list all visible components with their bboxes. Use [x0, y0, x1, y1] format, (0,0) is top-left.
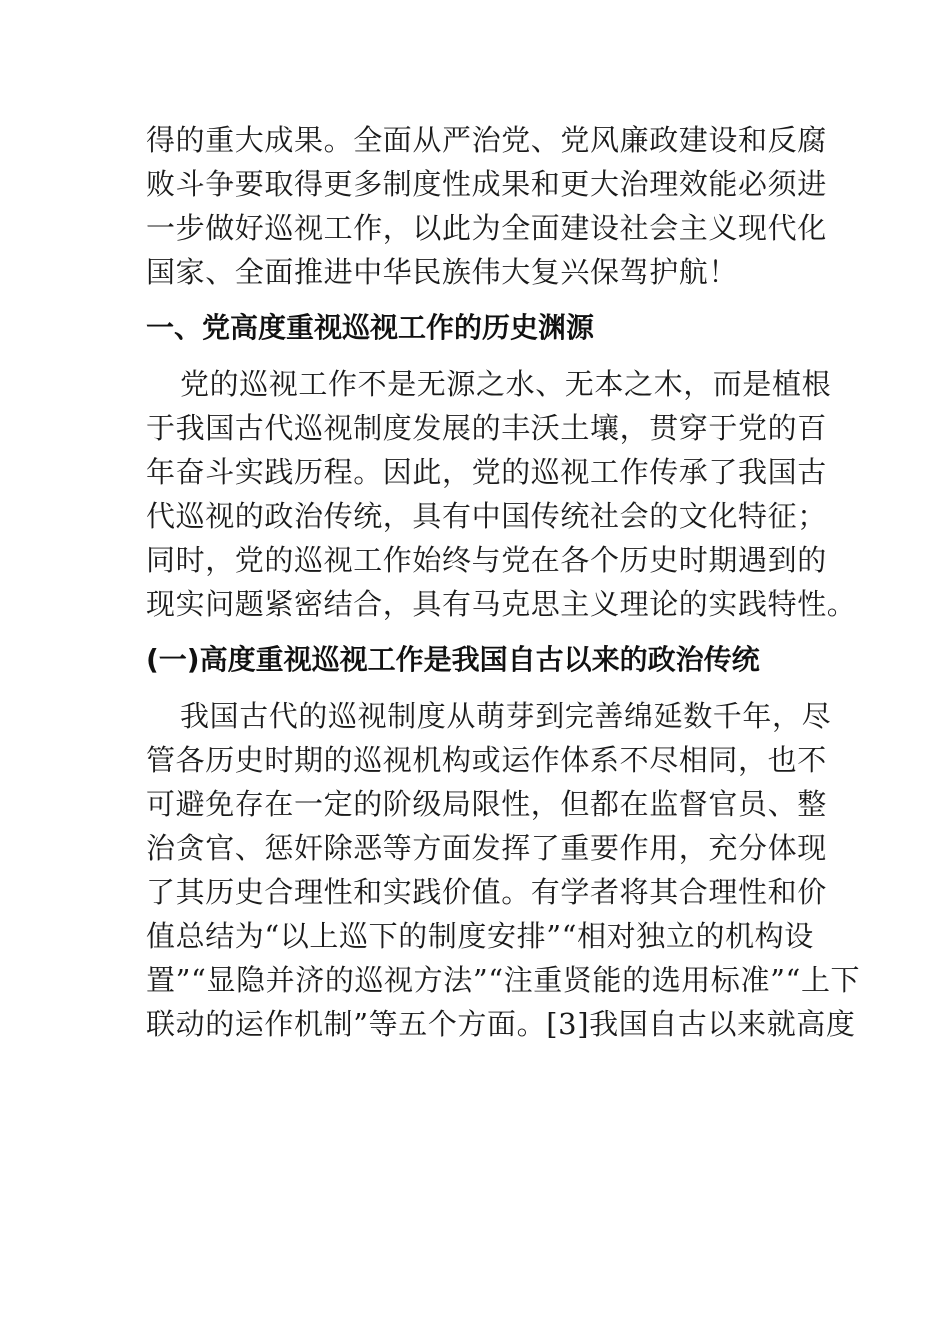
paragraph-line: 联动的运作机制”等五个方面。[3]我国自古以来就高度	[146, 1007, 856, 1041]
paragraph-line: 可避免存在一定的阶级局限性，但都在监督官员、整	[146, 787, 827, 821]
paragraph-line: 党的巡视工作不是无源之水、无本之木，而是植根	[180, 367, 832, 401]
section-heading: 一、党高度重视巡视工作的历史渊源	[146, 311, 595, 344]
paragraph-line: 值总结为“以上巡下的制度安排”“相对独立的机构设	[146, 919, 814, 953]
paragraph-line: 治贪官、惩奸除恶等方面发挥了重要作用，充分体现	[146, 831, 827, 865]
paragraph-line: 代巡视的政治传统，具有中国传统社会的文化特征；	[146, 499, 827, 533]
paragraph-line: 得的重大成果。全面从严治党、党风廉政建设和反腐	[146, 123, 827, 157]
paragraph-line: 同时，党的巡视工作始终与党在各个历史时期遇到的	[146, 543, 827, 577]
paragraph-line: 现实问题紧密结合，具有马克思主义理论的实践特性。	[146, 587, 857, 621]
paragraph-line: 置”“显隐并济的巡视方法”“注重贤能的选用标准”“上下	[146, 963, 861, 997]
paragraph-line: 一步做好巡视工作，以此为全面建设社会主义现代化	[146, 211, 827, 245]
subsection-heading: (一)高度重视巡视工作是我国自古以来的政治传统	[146, 643, 760, 676]
paragraph-line: 了其历史合理性和实践价值。有学者将其合理性和价	[146, 875, 827, 909]
paragraph-line: 败斗争要取得更多制度性成果和更大治理效能必须进	[146, 167, 827, 201]
paragraph-line: 于我国古代巡视制度发展的丰沃土壤，贯穿于党的百	[146, 411, 827, 445]
paragraph-line: 年奋斗实践历程。因此，党的巡视工作传承了我国古	[146, 455, 827, 489]
paragraph-line: 管各历史时期的巡视机构或运作体系不尽相同，也不	[146, 743, 827, 777]
paragraph-line: 国家、全面推进中华民族伟大复兴保驾护航！	[146, 255, 739, 289]
paragraph-line: 我国古代的巡视制度从萌芽到完善绵延数千年，尽	[180, 699, 832, 733]
